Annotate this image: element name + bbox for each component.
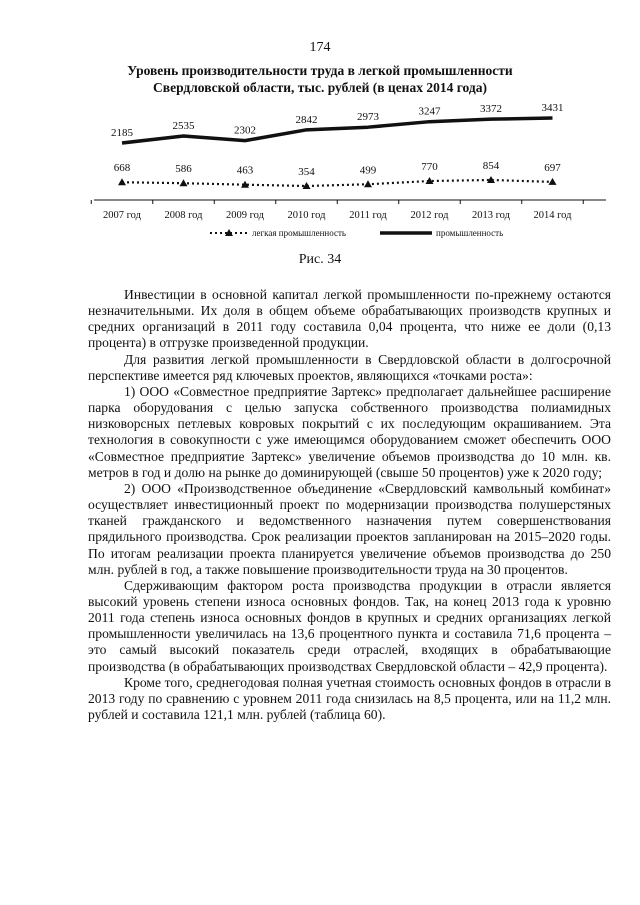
data-label-industry: 3247 xyxy=(418,105,441,118)
data-label-light-industry: 668 xyxy=(113,162,131,175)
data-point-light-industry xyxy=(549,178,557,185)
paragraph-project-zartex: 1) ООО «Совместное предприятие Зартекс» предполагает дальнейшее расширение парка оборудования с целью запуска собственного производства полиамидных низковорсных петлевых ковровых покрытий с их последующим окрашиванием. Эта технология в совокупности с уже имеющимся оборудованием сможет обеспечить ООО «Совместное предприятие Зартекс» увеличение объемов производства до 10 млн. кв. метров в год и долю на рынке до доминирующей (свыше 50 процентов) уже к 2020 году; xyxy=(88,383,611,480)
data-label-light-industry: 499 xyxy=(359,164,377,177)
legend-label-industry: промышленность xyxy=(436,228,504,238)
x-tick-label: 2007 год xyxy=(103,210,141,221)
data-label-light-industry: 586 xyxy=(175,163,192,176)
data-label-industry: 2302 xyxy=(234,124,256,137)
body-text xyxy=(88,287,611,723)
paragraph-project-kamvolny: 2) ООО «Производственное объединение «Свердловский камвольный комбинат» осуществляет инвестиционный проект по модернизации производства полушерстяных тканей гражданского и ведомственного назначения путем совершенствования прядильного производства. Срок реализации проектов запланирован на 2015–2020 годы. По итогам реализации проекта планируется увеличение объемов производства до 250 млн. рублей в год, а также повышение производительности труда на 30 процентов. xyxy=(88,480,611,577)
x-tick-label: 2013 год xyxy=(472,210,510,221)
x-tick-label: 2014 год xyxy=(533,210,572,221)
data-label-light-industry: 854 xyxy=(482,160,500,172)
page-number: 174 xyxy=(309,40,331,55)
data-label-light-industry: 354 xyxy=(298,166,315,178)
x-tick-label: 2009 год xyxy=(226,210,264,221)
x-tick-label: 2011 год xyxy=(349,210,387,221)
data-label-industry: 2185 xyxy=(111,127,133,139)
figure-caption: Рис. 34 xyxy=(298,252,342,267)
paragraph-wear-factor: Сдерживающим фактором роста производства продукции в отрасли является высокий уровень степени износа основных фондов. Так, на конец 2013 года к уровню 2011 года степень износа основных фондов в крупных и средних организациях легкой промышленности увеличилась на 13,6 процентного пункта и составила 71,6 процента – это самый высокий показатель среди отраслей, входящих в обрабатывающие производства (в обрабатывающих производствах Свердловской области – 42,9 процента). xyxy=(88,577,611,674)
line-chart xyxy=(90,100,610,248)
data-point-light-industry xyxy=(118,178,126,185)
data-label-industry: 2535 xyxy=(172,119,195,132)
chart-title-line-1: Уровень производительности труда в легкой промышленности xyxy=(127,63,513,78)
chart-title xyxy=(40,62,600,96)
paragraph-investment: Инвестиции в основной капитал легкой промышленности по-прежнему остаются незначительными. Их доля в общем объеме обрабатывающих производств крупных и средних организаций в 2011 году составила 0,04 процента, что ниже ее доли (0,13 процента) в отгрузке произведенной продукции. xyxy=(88,287,611,351)
data-label-light-industry: 770 xyxy=(421,161,438,174)
paragraph-growth-points: Для развития легкой промышленности в Свердловской области в долгосрочной перспективе имеется ряд ключевых проектов, являющихся «точками роста»: xyxy=(88,351,611,383)
chart-title-line-2: Свердловской области, тыс. рублей (в ценах 2014 года) xyxy=(153,80,487,95)
data-label-industry: 2842 xyxy=(295,113,318,126)
x-tick-label: 2010 год xyxy=(287,210,326,221)
legend-label-light-industry: легкая промышленность xyxy=(252,228,346,238)
paragraph-fixed-assets: Кроме того, среднегодовая полная учетная стоимость основных фондов в отрасли в 2013 году по сравнению с уровнем 2011 года снизилась на 8,5 процента, или на 11,2 млн. рублей и составила 121,1 млн. рублей (таблица 60). xyxy=(88,674,611,723)
x-tick-label: 2008 год xyxy=(164,210,203,221)
data-label-light-industry: 697 xyxy=(544,161,561,174)
data-label-industry: 3431 xyxy=(541,102,564,114)
data-label-industry: 2973 xyxy=(357,111,379,124)
data-point-light-industry xyxy=(180,179,188,186)
data-point-light-industry xyxy=(364,180,372,187)
data-label-light-industry: 463 xyxy=(236,164,254,177)
data-label-industry: 3372 xyxy=(480,103,502,116)
x-tick-label: 2012 год xyxy=(410,210,449,221)
